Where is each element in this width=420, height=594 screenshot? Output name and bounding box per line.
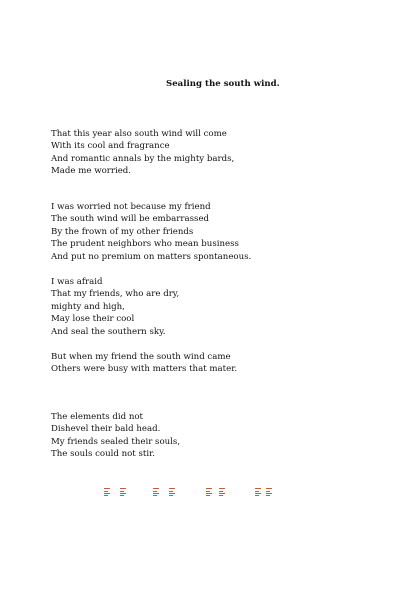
poem-line: My friends sealed their souls, — [51, 436, 181, 447]
striped-glyph-icon — [255, 487, 261, 496]
striped-glyph-icon — [169, 487, 175, 496]
striped-glyph-icon — [104, 487, 110, 496]
poem-line: The souls could not stir. — [51, 449, 155, 460]
poem-line: That this year also south wind will come — [51, 129, 227, 139]
poem-line: And seal the southern sky. — [51, 326, 166, 337]
poem-line: Made me worried. — [51, 166, 132, 177]
stanza-2 — [51, 201, 251, 263]
poem-line: Others were busy with matters that mater. — [51, 364, 238, 375]
poem-line: And put no premium on matters spontaneous. — [51, 251, 252, 262]
poem-line: But when my friend the south wind came — [51, 352, 231, 362]
striped-glyph-icon — [219, 487, 225, 496]
ornament-row — [0, 487, 420, 499]
poem-line: That my friends, who are dry, — [51, 289, 180, 300]
stanza-3 — [51, 276, 179, 338]
striped-glyph-icon — [120, 487, 126, 496]
poem-line: And romantic annals by the mighty bards, — [51, 153, 235, 164]
poem-line: I was afraid — [51, 277, 103, 287]
striped-glyph-icon — [206, 487, 212, 496]
poem-line: The elements did not — [51, 412, 144, 422]
stanza-1 — [51, 128, 234, 178]
poem-line: The south wind will be embarrassed — [51, 214, 210, 225]
poem-line: May lose their cool — [51, 314, 135, 325]
poem-line: The prudent neighbors who mean business — [51, 239, 239, 250]
striped-glyph-icon — [153, 487, 159, 496]
poem-line: With its cool and fragrance — [51, 141, 170, 152]
striped-glyph-icon — [266, 487, 272, 496]
poem-line: mighty and high, — [51, 301, 125, 312]
stanza-5 — [51, 411, 180, 461]
stanza-4 — [51, 351, 237, 376]
poem-line: Dishevel their bald head. — [51, 424, 161, 435]
poem-line: I was worried not because my friend — [51, 202, 211, 212]
poem-line: By the frown of my other friends — [51, 226, 194, 237]
poem-title: Sealing the south wind. — [166, 79, 280, 89]
